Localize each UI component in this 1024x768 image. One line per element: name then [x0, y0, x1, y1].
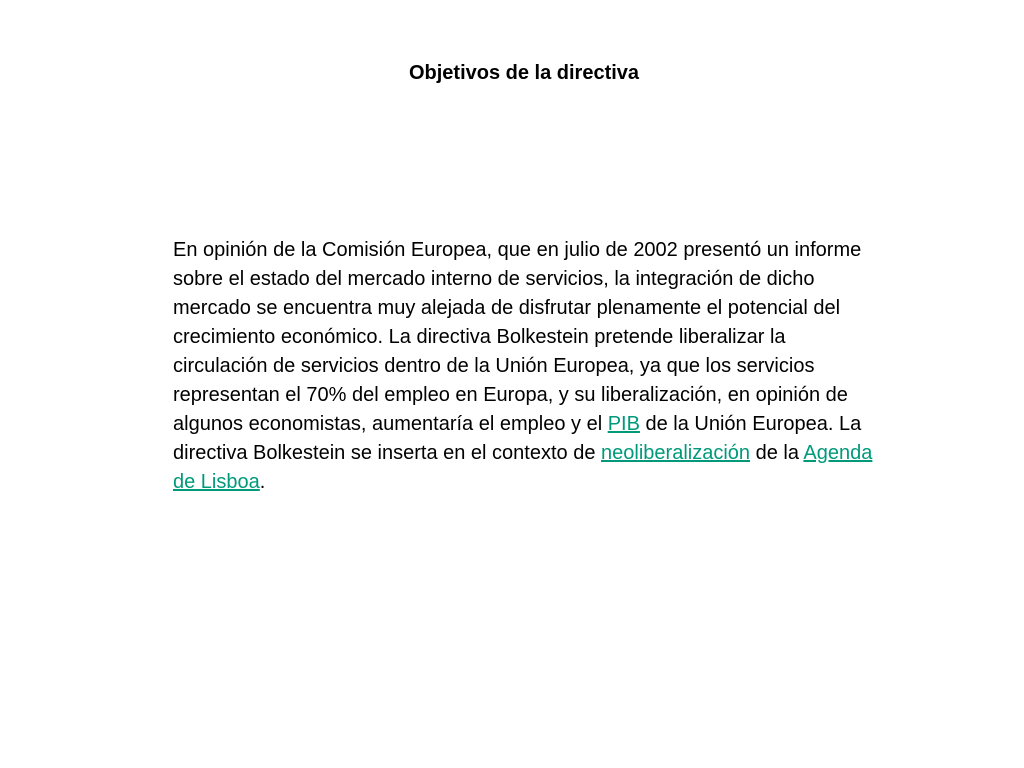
slide-title: Objetivos de la directiva [408, 62, 640, 84]
paragraph-text-1: En opinión de la Comisión Europea, que en julio de 2002 presentó un informe sobre el estado del mercado interno de servicios, la integración de dicho mercado se encuentra muy alejada de disfrutar plenamente el potencial del crecimiento económico. La directiva Bolkestein pretende liberalizar la circulación de servicios dentro de la Unión Europea, ya que los servicios representan el 70% del empleo en Europa, y su liberalización, en opinión de algunos economistas, aumentaría el empleo y el [173, 239, 862, 435]
paragraph-text-2: de la Unión Europea. La directiva Bolkestein se inserta en el contexto de [173, 413, 862, 464]
paragraph-text-3: de la [750, 442, 804, 464]
paragraph-text-4: . [259, 471, 266, 493]
link-agenda-de-lisboa[interactable]: Agenda de Lisboa [173, 442, 873, 493]
body-paragraph [173, 236, 885, 497]
link-pib[interactable]: PIB [607, 413, 640, 435]
link-neoliberalizacion[interactable]: neoliberalización [601, 442, 751, 464]
